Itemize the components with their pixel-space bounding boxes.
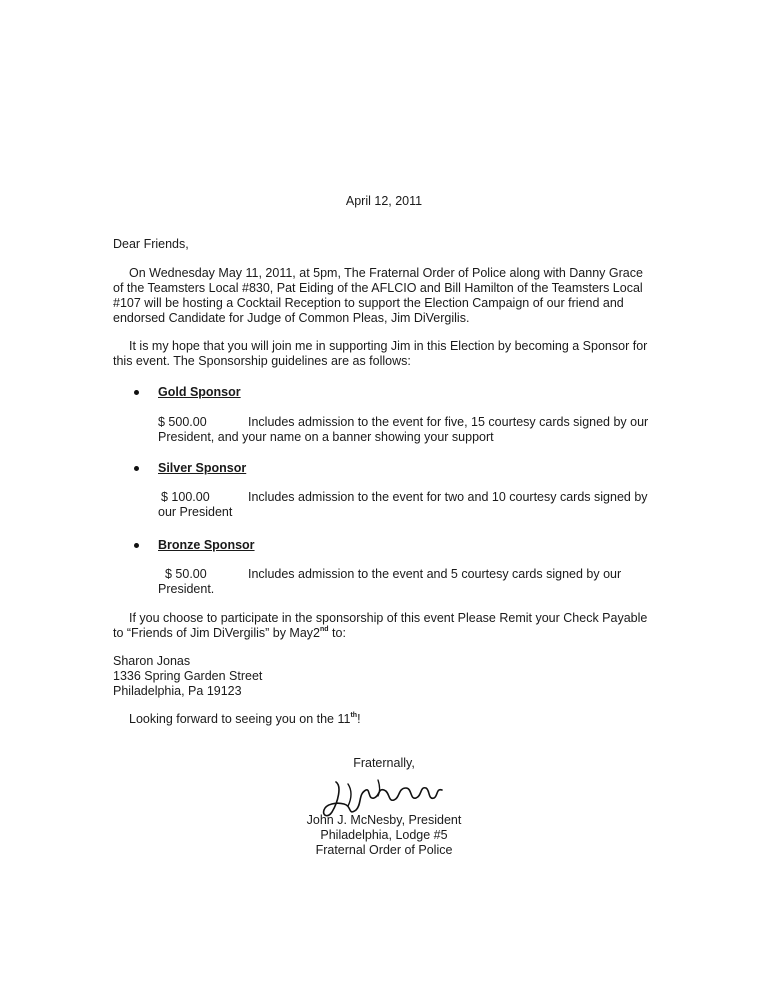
- bullet-dot: [134, 466, 139, 471]
- address-line: Philadelphia, Pa 19123: [113, 684, 242, 698]
- signer-lodge: Philadelphia, Lodge #5: [320, 828, 448, 842]
- tier-silver-details: [158, 490, 653, 520]
- letter-date: April 12, 2011: [345, 194, 423, 208]
- closing-line-text: Looking forward to seeing you on the 11: [129, 712, 351, 726]
- mailing-address: [113, 654, 262, 699]
- tier-gold-desc: Includes admission to the event for five, 15 courtesy cards signed by our President, and your name on a banner showing your support: [158, 415, 649, 444]
- tier-silver-amount: $ 100.00: [161, 490, 210, 504]
- paragraph-intro: [113, 266, 653, 326]
- tier-bronze-name: Bronze Sponsor: [158, 538, 255, 552]
- tier-bronze-amount: $ 50.00: [165, 567, 207, 581]
- tier-silver-name: Silver Sponsor: [158, 461, 247, 475]
- paragraph-remit-text: If you choose to participate in the sponsorship of this event Please Remit your Check Payable to “Friends of Jim DiVergilis” by May2: [113, 611, 648, 640]
- paragraph-request-text: It is my hope that you will join me in supporting Jim in this Election by becoming a Sponsor for this event. The Sponsorship guidelines are as follows:: [113, 339, 648, 368]
- tier-gold-amount: $ 500.00: [158, 415, 207, 429]
- ordinal-suffix: th: [350, 711, 358, 719]
- tier-bronze-desc: Includes admission to the event and 5 courtesy cards signed by our President.: [158, 567, 622, 596]
- closing-line-end: !: [357, 712, 361, 726]
- tier-gold-details: [158, 415, 653, 445]
- signer-name: John J. McNesby, President: [306, 813, 462, 827]
- signer-block: [0, 813, 768, 858]
- ordinal-suffix: nd: [320, 625, 329, 633]
- signer-org: Fraternal Order of Police: [315, 843, 453, 857]
- paragraph-remit-end: to:: [328, 626, 346, 640]
- paragraph-intro-text: On Wednesday May 11, 2011, at 5pm, The Fraternal Order of Police along with Danny Grace of the Teamsters Local #830, Pat Eiding of the AFLCIO and Bill Hamilton of the Teamsters Local #107 will be hosting a Cocktail Reception to support the Election Campaign of our friend and endorsed Candidate for Judge of Common Pleas, Jim DiVergilis.: [113, 266, 643, 325]
- tier-silver-desc: Includes admission to the event for two and 10 courtesy cards signed by our President: [158, 490, 648, 519]
- paragraph-remit: [113, 611, 653, 641]
- tier-bronze-details: [158, 567, 653, 597]
- salutation: Dear Friends,: [113, 237, 189, 251]
- signoff: Fraternally,: [353, 756, 415, 770]
- tier-gold-name: Gold Sponsor: [158, 385, 241, 399]
- bullet-dot: [134, 390, 139, 395]
- address-line: 1336 Spring Garden Street: [113, 669, 263, 683]
- paragraph-request: [113, 339, 653, 369]
- bullet-dot: [134, 543, 139, 548]
- address-line: Sharon Jonas: [113, 654, 191, 668]
- closing-line: [113, 712, 653, 727]
